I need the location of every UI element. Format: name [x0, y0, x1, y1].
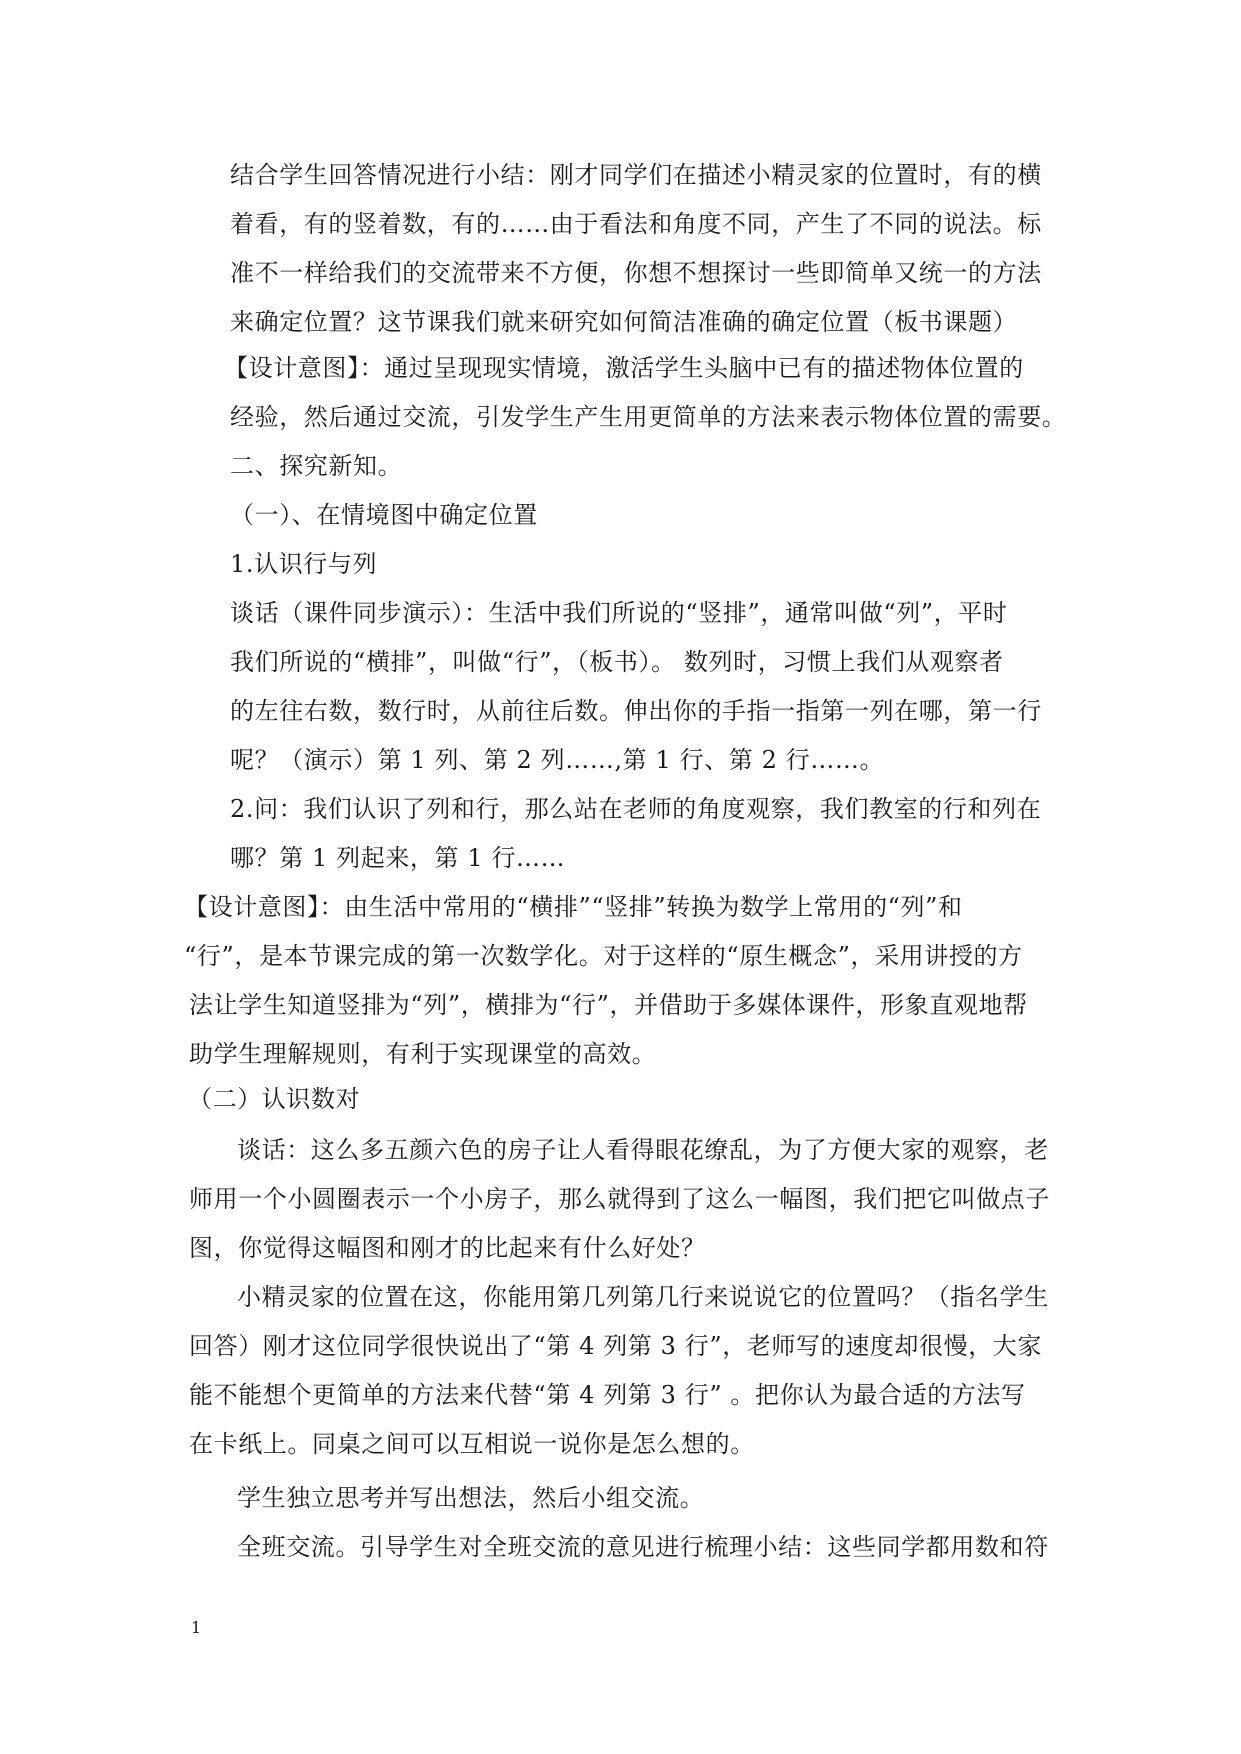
text-line: 哪？第 1 列起来，第 1 行…… — [230, 844, 566, 872]
text-line: 图，你觉得这幅图和刚才的比起来有什么好处？ — [189, 1234, 706, 1262]
text-line: 师用一个小圆圈表示一个小房子，那么就得到了这么一幅图，我们把它叫做点子 — [189, 1185, 1050, 1213]
text-line: （二）认识数对 — [188, 1085, 361, 1113]
text-line: 的左往右数，数行时，从前往后数。伸出你的手指一指第一列在哪，第一行 — [230, 697, 1042, 725]
text-line: 谈话：这么多五颜六色的房子让人看得眼花缭乱，为了方便大家的观察，老 — [237, 1136, 1049, 1164]
text-line: 法让学生知道竖排为“列”，横排为“行”，并借助于多媒体课件，形象直观地帮 — [189, 991, 1028, 1019]
text-line: 全班交流。引导学生对全班交流的意见进行梳理小结：这些同学都用数和符 — [237, 1533, 1049, 1561]
text-line: 准不一样给我们的交流带来不方便，你想不想探讨一些即简单又统一的方法 — [230, 259, 1042, 287]
text-line: 呢？（演示）第 1 列、第 2 列……,第 1 行、第 2 行……。 — [230, 746, 885, 774]
text-line: 学生独立思考并写出想法，然后小组交流。 — [237, 1484, 705, 1512]
text-line: 在卡纸上。同桌之间可以互相说一说你是怎么想的。 — [189, 1430, 755, 1458]
text-line: 2.问：我们认识了列和行，那么站在老师的角度观察，我们教室的行和列在 — [230, 795, 1042, 823]
text-line: 二、探究新知。 — [230, 452, 403, 480]
text-line: 谈话（课件同步演示）：生活中我们所说的“竖排”，通常叫做“列”，平时 — [230, 599, 1008, 627]
text-line: 助学生理解规则，有利于实现课堂的高效。 — [189, 1040, 657, 1068]
text-line: 【设计意图】：通过呈现现实情境，激活学生头脑中已有的描述物体位置的 — [224, 354, 1024, 382]
text-line: 经验，然后通过交流，引发学生产生用更简单的方法来表示物体位置的需要。 — [230, 403, 1067, 431]
page-number: 1 — [191, 1618, 202, 1637]
text-line: 能不能想个更简单的方法来代替“第 4 列第 3 行” 。把你认为最合适的方法写 — [189, 1381, 1026, 1409]
text-line: “行”，是本节课完成的第一次数学化。对于这样的“原生概念”，采用讲授的方 — [184, 942, 1023, 970]
text-line: 【设计意图】：由生活中常用的“横排”“竖排”转换为数学上常用的“列”和 — [184, 893, 963, 921]
text-line: 小精灵家的位置在这，你能用第几列第几行来说说它的位置吗？（指名学生 — [237, 1283, 1049, 1311]
text-line: 结合学生回答情况进行小结：刚才同学们在描述小精灵家的位置时，有的横 — [230, 161, 1042, 189]
text-line: 1.认识行与列 — [230, 550, 378, 578]
text-line: 回答）刚才这位同学很快说出了“第 4 列第 3 行”，老师写的速度却很慢，大家 — [189, 1332, 1042, 1360]
text-line: 来确定位置？这节课我们就来研究如何简洁准确的确定位置（板书课题） — [230, 308, 1018, 336]
text-line: （一）、在情境图中确定位置 — [230, 501, 538, 529]
text-line: 着看，有的竖着数，有的……由于看法和角度不同，产生了不同的说法。标 — [230, 210, 1042, 238]
text-line: 我们所说的“横排”，叫做“行”，（板书）。 数列时，习惯上我们从观察者 — [230, 648, 1004, 676]
